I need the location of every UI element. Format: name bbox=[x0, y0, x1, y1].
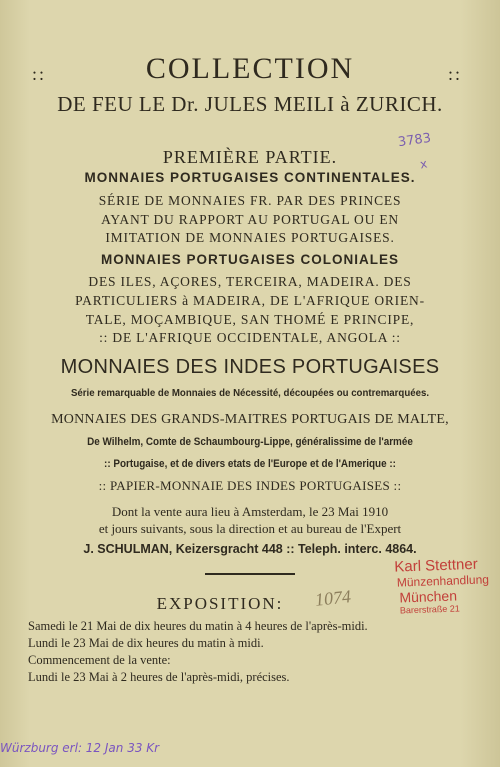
continental-line: IMITATION DE MONNAIES PORTUGAISES. bbox=[105, 230, 395, 245]
wilhelm-line: De Wilhelm, Comte de Schaumbourg-Lippe, généralissime de l'armée bbox=[87, 436, 413, 448]
decorative-colons-right: :: bbox=[448, 64, 463, 84]
colonial-line: DES ILES, AÇORES, TERCEIRA, MADEIRA. DES bbox=[88, 274, 412, 289]
part-heading: PREMIÈRE PARTIE. bbox=[162, 147, 338, 167]
portugaise-line: :: Portugaise, et de divers etats de l'Europe et de l'Amerique :: bbox=[104, 458, 396, 470]
expert-address: J. SCHULMAN, Keizersgracht 448 :: Teleph. interc. 4864. bbox=[83, 542, 417, 556]
indes-heading: MONNAIES DES INDES PORTUGAISES bbox=[60, 356, 440, 378]
catalog-mark-handwritten: x bbox=[418, 156, 429, 172]
papier-monnaie-line: :: PAPIER-MONNAIE DES INDES PORTUGAISES :: bbox=[98, 478, 402, 493]
exposition-line: Commencement de la vente: bbox=[28, 653, 171, 667]
continental-line: SÉRIE DE MONNAIES FR. PAR DES PRINCES bbox=[98, 193, 402, 208]
stamp-street: Barerstraße 21 bbox=[399, 603, 461, 616]
continental-heading: MONNAIES PORTUGAISES CONTINENTALES. bbox=[84, 170, 416, 185]
indes-serie: Série remarquable de Monnaies de Nécessité, découpées ou contremarquées. bbox=[70, 387, 430, 399]
colonial-heading: MONNAIES PORTUGAISES COLONIALES bbox=[100, 252, 400, 267]
dealer-stamp bbox=[394, 555, 490, 615]
colonial-line: PARTICULIERS à MADEIRA, DE L'AFRIQUE ORIEN- bbox=[75, 293, 425, 308]
exposition-heading: EXPOSITION: bbox=[156, 594, 284, 613]
exposition-line: Samedi le 21 Mai de dix heures du matin à 4 heures de l'après-midi. bbox=[28, 619, 368, 633]
stamp-city: München bbox=[399, 587, 458, 606]
document-title: COLLECTION bbox=[145, 52, 355, 85]
decorative-colons-left: :: bbox=[32, 64, 47, 84]
continental-line: AYANT DU RAPPORT AU PORTUGAL OU EN bbox=[101, 212, 399, 227]
exposition-line: Lundi le 23 Mai de dix heures du matin à midi. bbox=[28, 636, 264, 650]
sale-line: Dont la vente aura lieu à Amsterdam, le 23 Mai 1910 bbox=[111, 504, 389, 519]
catalog-number-handwritten: 3783 bbox=[397, 130, 432, 151]
handwritten-note: Würzburg erl: 12 Jan 33 Kr bbox=[0, 741, 160, 755]
collection-owner: DE FEU LE Dr. JULES MEILI à ZURICH. bbox=[57, 92, 443, 116]
malte-line: MONNAIES DES GRANDS-MAITRES PORTUGAIS DE MALTE, bbox=[51, 412, 449, 427]
exposition-line: Lundi le 23 Mai à 2 heures de l'après-midi, précises. bbox=[28, 670, 290, 684]
divider-rule bbox=[205, 573, 295, 575]
stamp-name: Karl Stettner bbox=[394, 555, 478, 576]
stamp-business: Münzenhandlung bbox=[396, 572, 490, 590]
colonial-line: :: DE L'AFRIQUE OCCIDENTALE, ANGOLA :: bbox=[99, 330, 401, 345]
pencil-mark: 1074 bbox=[314, 586, 352, 610]
sale-line: et jours suivants, sous la direction et au bureau de l'Expert bbox=[98, 521, 402, 536]
colonial-line: TALE, MOÇAMBIQUE, SAN THOMÉ E PRINCIPE, bbox=[85, 312, 415, 327]
